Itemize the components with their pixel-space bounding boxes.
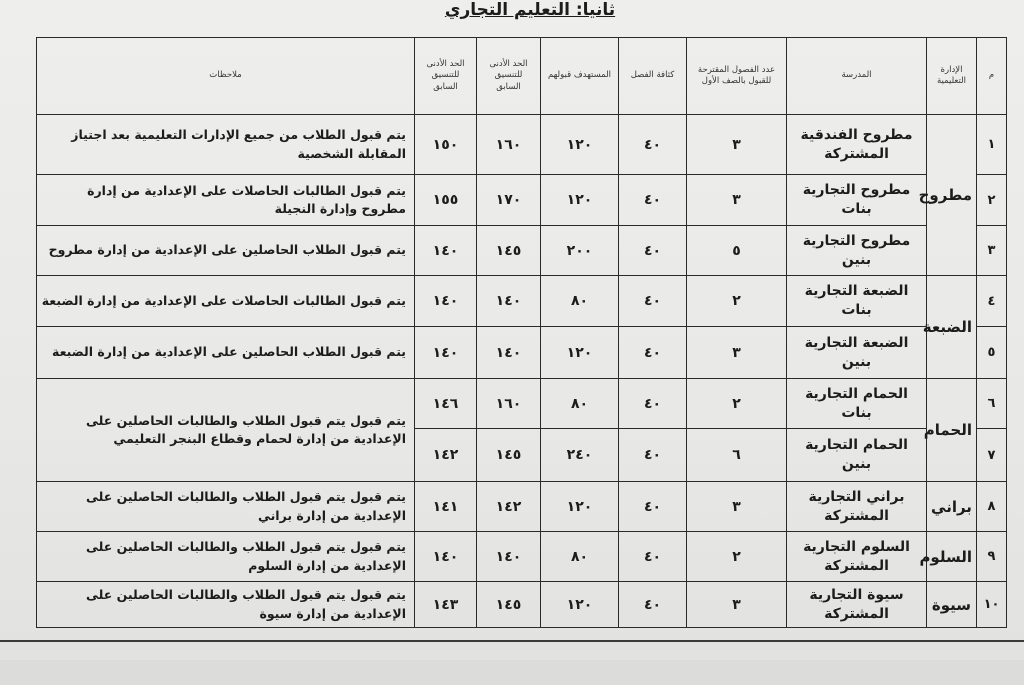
admin-cell: السلوم <box>927 532 977 582</box>
density-cell: ٤٠ <box>619 115 687 175</box>
note-cell: يتم قبول الطلاب الحاصلين على الإعدادية من إدارة الضبعة <box>37 327 415 379</box>
table-row <box>37 379 1007 429</box>
min1-cell: ١٤٠ <box>415 226 477 276</box>
target-cell: ٨٠ <box>541 276 619 327</box>
table-row <box>37 532 1007 582</box>
row-index: ٨ <box>977 482 1007 532</box>
min1-cell: ١٤٦ <box>415 379 477 429</box>
note-cell: يتم قبول يتم قبول الطلاب والطالبات الحاصلين على الإعدادية من إدارة سيوة <box>37 582 415 628</box>
min2-cell: ١٤٥ <box>477 226 541 276</box>
table-row <box>37 226 1007 276</box>
classes-cell: ٢ <box>687 532 787 582</box>
school-name: السلوم التجارية المشتركة <box>787 532 927 582</box>
density-cell: ٤٠ <box>619 379 687 429</box>
density-cell: ٤٠ <box>619 276 687 327</box>
target-cell: ٨٠ <box>541 532 619 582</box>
row-index: ١ <box>977 115 1007 175</box>
min1-cell: ١٤٠ <box>415 532 477 582</box>
min2-cell: ١٤٠ <box>477 327 541 379</box>
min2-cell: ١٦٠ <box>477 379 541 429</box>
classes-cell: ٦ <box>687 429 787 482</box>
row-index: ١٠ <box>977 582 1007 628</box>
school-name: مطروح الفندقية المشتركة <box>787 115 927 175</box>
density-cell: ٤٠ <box>619 327 687 379</box>
row-index: ٥ <box>977 327 1007 379</box>
density-cell: ٤٠ <box>619 582 687 628</box>
header-min-1: الحد الأدنى للتنسيق السابق <box>415 38 477 115</box>
classes-cell: ٢ <box>687 276 787 327</box>
target-cell: ٨٠ <box>541 379 619 429</box>
school-name: مطروح التجارية بنات <box>787 175 927 226</box>
header-admin: الإدارة التعليمية <box>927 38 977 115</box>
admin-cell: براني <box>927 482 977 532</box>
note-cell: يتم قبول الطلاب الحاصلين على الإعدادية من إدارة مطروح <box>37 226 415 276</box>
min1-cell: ١٥٠ <box>415 115 477 175</box>
header-density: كثافة الفصل <box>619 38 687 115</box>
classes-cell: ٣ <box>687 115 787 175</box>
target-cell: ٢٤٠ <box>541 429 619 482</box>
table-row <box>37 276 1007 327</box>
density-cell: ٤٠ <box>619 429 687 482</box>
row-index: ٦ <box>977 379 1007 429</box>
classes-cell: ٣ <box>687 327 787 379</box>
note-cell: يتم قبول يتم قبول الطلاب والطالبات الحاصلين على الإعدادية من إدارة لحمام وقطاع البنجر التعليمي <box>37 379 415 482</box>
table-row <box>37 327 1007 379</box>
table-row <box>37 482 1007 532</box>
header-school: المدرسة <box>787 38 927 115</box>
min2-cell: ١٤٢ <box>477 482 541 532</box>
admin-cell: سيوة <box>927 582 977 628</box>
note-cell: يتم قبول الطالبات الحاصلات على الإعدادية من إدارة مطروح وإدارة النجيلة <box>37 175 415 226</box>
admin-cell: مطروح <box>927 115 977 276</box>
header-min-2: الحد الأدنى للتنسيق السابق <box>477 38 541 115</box>
note-cell: يتم قبول يتم قبول الطلاب والطالبات الحاصلين على الإعدادية من إدارة السلوم <box>37 532 415 582</box>
target-cell: ١٢٠ <box>541 582 619 628</box>
min2-cell: ١٧٠ <box>477 175 541 226</box>
school-name: الحمام التجارية بنات <box>787 379 927 429</box>
schools-table <box>36 37 1007 628</box>
header-index: م <box>977 38 1007 115</box>
classes-cell: ٣ <box>687 482 787 532</box>
min2-cell: ١٤٠ <box>477 532 541 582</box>
min1-cell: ١٥٥ <box>415 175 477 226</box>
row-index: ٧ <box>977 429 1007 482</box>
min2-cell: ١٤٠ <box>477 276 541 327</box>
table-header-row <box>37 38 1007 115</box>
table-row <box>37 115 1007 175</box>
target-cell: ١٢٠ <box>541 482 619 532</box>
density-cell: ٤٠ <box>619 482 687 532</box>
min2-cell: ١٤٥ <box>477 429 541 482</box>
classes-cell: ٢ <box>687 379 787 429</box>
row-index: ٣ <box>977 226 1007 276</box>
school-name: سيوة التجارية المشتركة <box>787 582 927 628</box>
target-cell: ١٢٠ <box>541 327 619 379</box>
header-notes: ملاحظات <box>37 38 415 115</box>
target-cell: ١٢٠ <box>541 115 619 175</box>
target-cell: ٢٠٠ <box>541 226 619 276</box>
min1-cell: ١٤٢ <box>415 429 477 482</box>
classes-cell: ٥ <box>687 226 787 276</box>
note-cell: يتم قبول يتم قبول الطلاب والطالبات الحاصلين على الإعدادية من إدارة براني <box>37 482 415 532</box>
note-cell: يتم قبول الطلاب من جميع الإدارات التعليمية بعد اجتياز المقابلة الشخصية <box>37 115 415 175</box>
note-cell: يتم قبول الطالبات الحاصلات على الإعدادية من إدارة الضبعة <box>37 276 415 327</box>
school-name: مطروح التجارية بنين <box>787 226 927 276</box>
min1-cell: ١٤٣ <box>415 582 477 628</box>
density-cell: ٤٠ <box>619 175 687 226</box>
density-cell: ٤٠ <box>619 226 687 276</box>
target-cell: ١٢٠ <box>541 175 619 226</box>
table-row <box>37 175 1007 226</box>
school-name: الضبعة التجارية بنين <box>787 327 927 379</box>
row-index: ٤ <box>977 276 1007 327</box>
page-title: ثانيا: التعليم التجاري <box>444 0 616 20</box>
school-name: الضبعة التجارية بنات <box>787 276 927 327</box>
header-target: المستهدف قبولهم <box>541 38 619 115</box>
min1-cell: ١٤٠ <box>415 276 477 327</box>
min2-cell: ١٦٠ <box>477 115 541 175</box>
row-index: ٩ <box>977 532 1007 582</box>
admin-cell: الحمام <box>927 379 977 482</box>
density-cell: ٤٠ <box>619 532 687 582</box>
min1-cell: ١٤٠ <box>415 327 477 379</box>
row-index: ٢ <box>977 175 1007 226</box>
admin-cell: الضبعة <box>927 276 977 379</box>
school-name: براني التجارية المشتركة <box>787 482 927 532</box>
table-row <box>37 582 1007 628</box>
min2-cell: ١٤٥ <box>477 582 541 628</box>
min1-cell: ١٤١ <box>415 482 477 532</box>
school-name: الحمام التجارية بنين <box>787 429 927 482</box>
classes-cell: ٣ <box>687 175 787 226</box>
header-classes: عدد الفصول المقترحة للقبول بالصف الأول <box>687 38 787 115</box>
bottom-rule <box>0 640 1024 642</box>
classes-cell: ٣ <box>687 582 787 628</box>
